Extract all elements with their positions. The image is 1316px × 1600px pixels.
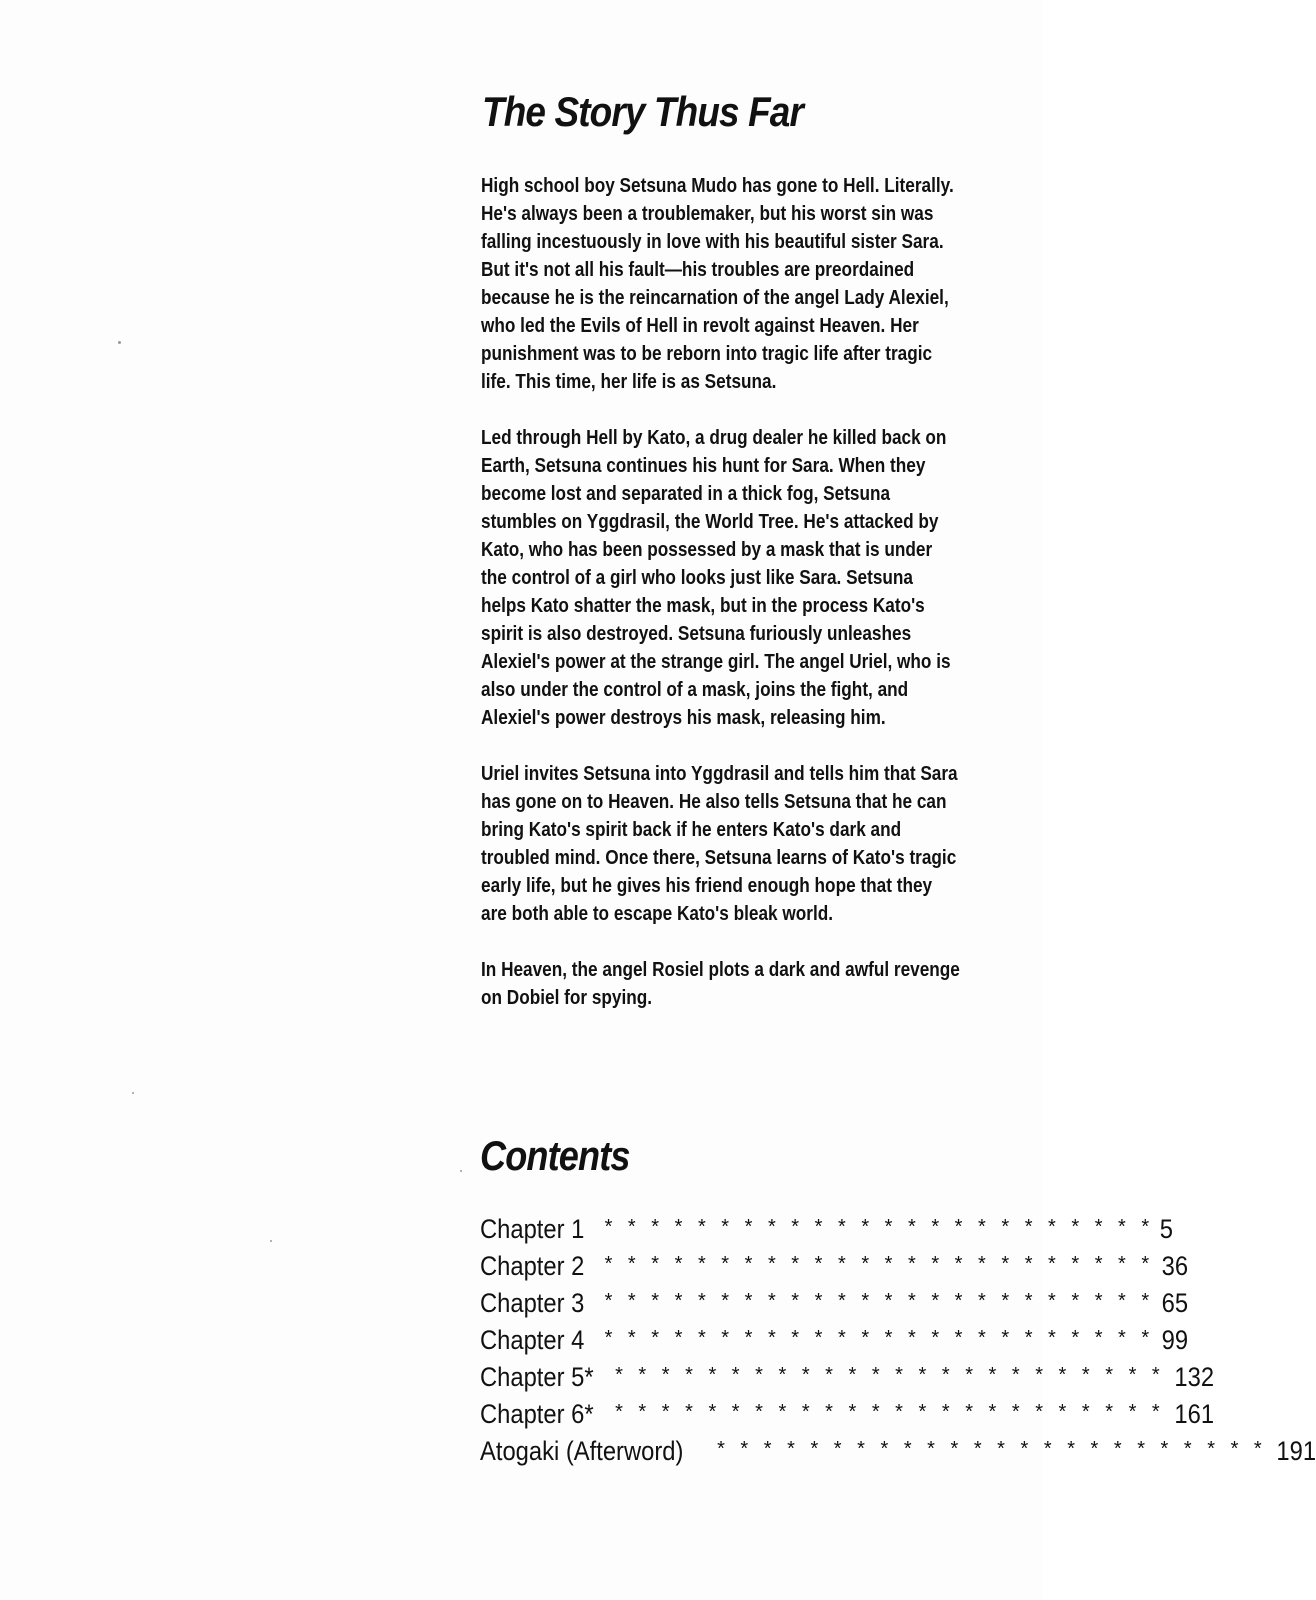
toc-entry-label: Chapter 6* xyxy=(480,1399,594,1429)
toc-entry-chapter-2 xyxy=(480,1245,1189,1282)
toc-entry-leader: * * * * * * * * * * * * * * * * * * * * * * * * xyxy=(615,1364,1165,1386)
toc-entry-label: Atogaki (Afterword) xyxy=(480,1436,684,1466)
scan-speck xyxy=(270,1240,272,1242)
toc-entry-label: Chapter 2 xyxy=(480,1251,585,1281)
scan-speck xyxy=(118,341,121,344)
toc-entry-leader: * * * * * * * * * * * * * * * * * * * * * * * * xyxy=(717,1438,1267,1460)
story-paragraph-4: In Heaven, the angel Rosiel plots a dark and awful revenge on Dobiel for spying. xyxy=(481,959,960,1009)
toc-entry-label: Chapter 4 xyxy=(480,1325,585,1355)
story-summary xyxy=(481,172,963,1040)
toc-entry-label: Chapter 5* xyxy=(480,1362,594,1392)
scan-speck xyxy=(132,1092,134,1094)
toc-entry-leader: * * * * * * * * * * * * * * * * * * * * * * * * xyxy=(604,1253,1155,1275)
toc-entry-label: Chapter 3 xyxy=(480,1288,585,1318)
story-paragraph-2: Led through Hell by Kato, a drug dealer he killed back on Earth, Setsuna continues his hunt for Sara. When they become lost and separated in a thick fog, Setsuna stumbles on Yggdrasil, the World Tree. He's attacked by Kato, who has been possessed by a mask that is under the control of a girl who looks just like Sara. Setsuna helps Kato shatter the mask, but in the process Kato's spirit is also destroyed. Setsuna furiously unleashes Alexiel's power at the strange girl. The angel Uriel, who is also under the control of a mask, joins the fight, and Alexiel's power destroys his mask, releasing him. xyxy=(481,427,951,729)
contents-title: Contents xyxy=(480,1132,630,1179)
toc-entry-page: 36 xyxy=(1161,1251,1189,1281)
toc-entry-leader: * * * * * * * * * * * * * * * * * * * * * * * * xyxy=(604,1290,1155,1312)
toc-entry-page: 191 xyxy=(1276,1436,1316,1466)
toc-entry-chapter-6 xyxy=(480,1393,1214,1430)
toc-entry-page: 99 xyxy=(1161,1325,1189,1355)
toc-entry-leader: * * * * * * * * * * * * * * * * * * * * * * * * xyxy=(604,1327,1155,1349)
toc-entry-page: 132 xyxy=(1174,1362,1214,1392)
story-paragraph-3: Uriel invites Setsuna into Yggdrasil and tells him that Sara has gone on to Heaven. He also tells Setsuna that he can bring Kato's spirit back if he enters Kato's dark and troubled mind. Once there, Setsuna learns of Kato's tragic early life, but he gives his friend enough hope that they are both able to escape Kato's bleak world. xyxy=(481,763,958,925)
toc-entry-chapter-1 xyxy=(480,1208,1174,1245)
toc-entry-leader: * * * * * * * * * * * * * * * * * * * * * * * * xyxy=(615,1401,1165,1423)
scan-speck xyxy=(460,1170,462,1172)
table-of-contents xyxy=(480,1208,1316,1467)
toc-entry-afterword xyxy=(480,1430,1316,1467)
toc-entry-label: Chapter 1 xyxy=(480,1214,585,1244)
story-title: The Story Thus Far xyxy=(482,88,803,135)
toc-entry-chapter-5 xyxy=(480,1356,1214,1393)
toc-entry-page: 161 xyxy=(1174,1399,1214,1429)
toc-entry-chapter-3 xyxy=(480,1282,1189,1319)
toc-entry-chapter-4 xyxy=(480,1319,1189,1356)
toc-entry-page: 5 xyxy=(1159,1214,1174,1244)
toc-entry-leader: * * * * * * * * * * * * * * * * * * * * * * * * xyxy=(604,1216,1155,1238)
toc-entry-page: 65 xyxy=(1161,1288,1189,1318)
story-paragraph-1: High school boy Setsuna Mudo has gone to Hell. Literally. He's always been a troublemaker, but his worst sin was falling incestuously in love with his beautiful sister Sara. But it's not all his fault—his troubles are preordained because he is the reincarnation of the angel Lady Alexiel, who led the Evils of Hell in revolt against Heaven. Her punishment was to be reborn into tragic life after tragic life. This time, her life is as Setsuna. xyxy=(481,175,954,393)
